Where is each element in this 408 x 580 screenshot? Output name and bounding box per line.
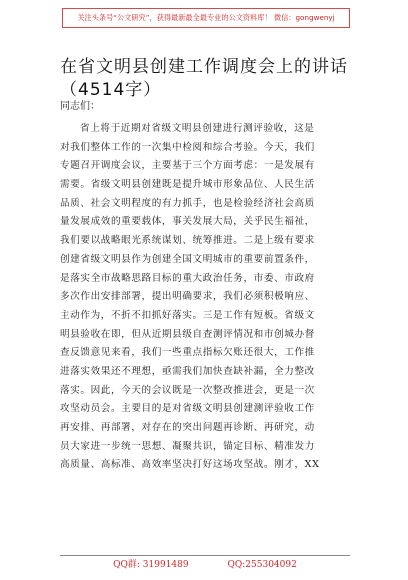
title-main: 在省文明县创建工作调度会上的讲话 — [60, 57, 348, 77]
body-line: 对我们整体工作的一次集中检阅和综合考验。今天，我们 — [60, 141, 315, 153]
body-line: 落实。因此，今天的会议既是一次整改推进会，更是一次 — [60, 384, 315, 396]
body-line: 主动作为，不折不扣抓好落实。三是工作有短板。省级文 — [60, 309, 315, 321]
body-line: 高质量、高标准、高效率坚决打好这场攻坚战。刚才，XX — [60, 459, 320, 471]
body-line: 再安排、再部署，对存在的突出问题再诊断、再研究，动 — [60, 422, 315, 433]
footer-qq-group: QQ群: 31991489 — [113, 560, 189, 570]
body-line: 量发展成效的重要载体，事关发展大局，关乎民生福祉， — [60, 216, 315, 228]
body-line: 多次作出安排部署，提出明确要求，我们必须积极响应、 — [60, 291, 315, 303]
header-banner: 关注头条号“公文研究”，获得最新最全最专业的公文资料库！ 微信：gongwenyj — [62, 8, 350, 28]
body-line: 专题召开调度会议，主要基于三个方面考虑：一是发展有 — [60, 160, 315, 172]
body-line: 需要。省级文明县创建既是提升城市形象品位、人民生活 — [60, 179, 315, 191]
body-line: 查反馈意见来看，我们一些重点指标欠账还很大，工作推 — [60, 347, 315, 359]
body-line: 省上将于近期对省级文明县创建进行测评验收，这是 — [80, 123, 315, 134]
body-line: 进落实效果还不理想，亟需我们加快查缺补漏，全力整改 — [60, 365, 315, 377]
salutation: 同志们： — [60, 101, 100, 112]
footer — [60, 559, 350, 571]
body-line: 创建省级文明县作为创建全国文明城市的重要前置条件， — [60, 253, 315, 265]
footer-qq-contact: QQ:255304092 — [227, 560, 297, 570]
document-title — [60, 56, 360, 102]
title-word-count: （4514字） — [60, 80, 162, 100]
body-line: 员大家进一步统一思想、凝聚共识，锚定目标、精准发力 — [60, 440, 315, 452]
footer-divider — [60, 555, 350, 556]
body-line: 攻坚动员会。主要目的是对省级文明县创建测评验收工作 — [60, 403, 315, 415]
body-line: 明县验收在即，但从近期县级自查测评情况和市创城办督 — [60, 328, 315, 340]
body-line: 是落实全市战略思路目标的重大政治任务，市委、市政府 — [60, 272, 315, 284]
body-line: 品质、社会文明程度的有力抓手，也是检验经济社会高质 — [60, 197, 315, 209]
body-text — [60, 120, 348, 475]
body-line: 我们要以战略眼光系统谋划、统筹推进。二是上级有要求 — [60, 235, 315, 247]
